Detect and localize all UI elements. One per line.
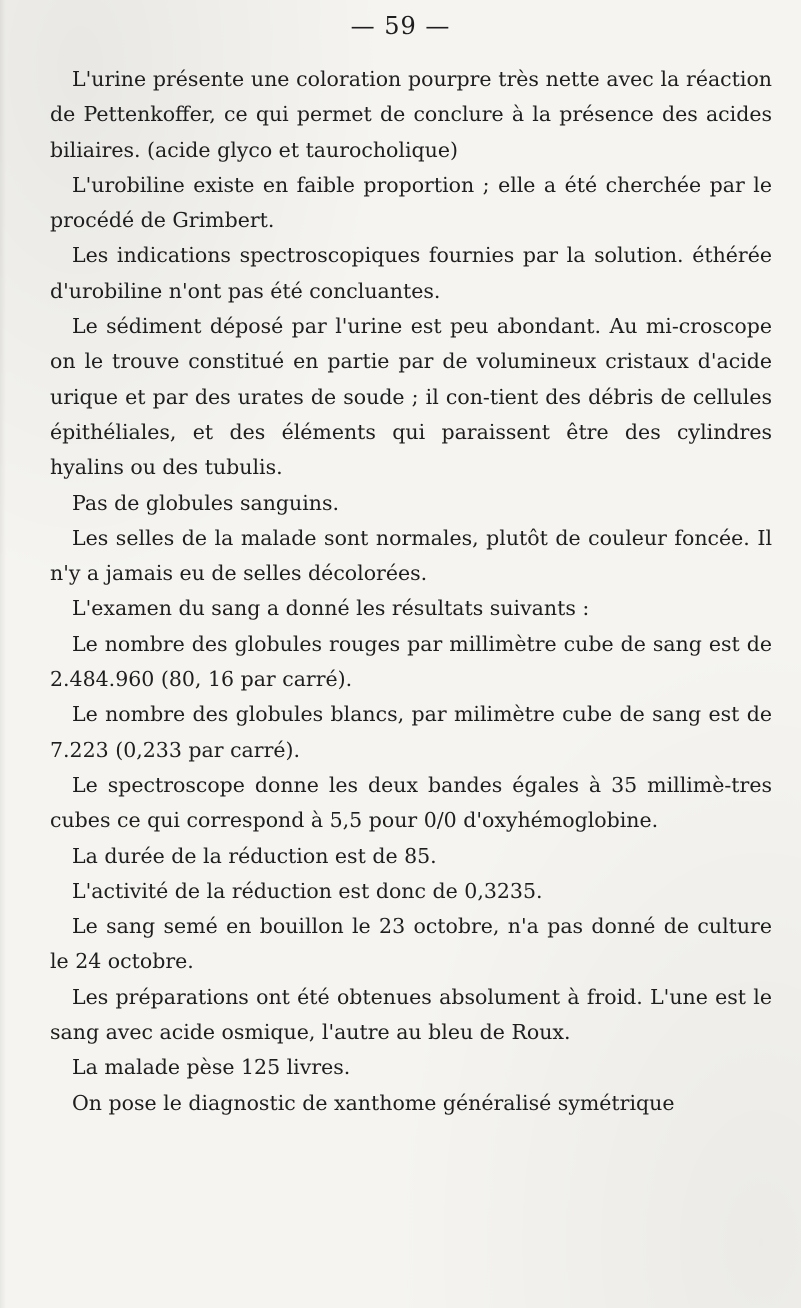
paragraph: Les préparations ont été obtenues absolument à froid. L'une est le sang avec acide osmique, l'autre au bleu de Roux.	[50, 984, 772, 1045]
paragraph: On pose le diagnostic de xanthome généralisé symétrique	[72, 1090, 675, 1115]
paragraph: Le sang semé en bouillon le 23 octobre, n'a pas donné de culture le 24 octobre.	[50, 914, 772, 974]
paragraph: Les indications spectroscopiques fournies par la solution. éthérée d'urobiline n'ont pas été concluantes.	[50, 243, 772, 303]
paragraph: Les selles de la malade sont normales, plutôt de couleur foncée. Il n'y a jamais eu de selles décolorées.	[50, 525, 772, 586]
page-number: — 59 —	[350, 12, 451, 40]
paragraph: La malade pèse 125 livres.	[72, 1055, 351, 1080]
paragraph: L'examen du sang a donné les résultats suivants :	[72, 596, 590, 621]
paragraph: L'urine présente une coloration pourpre très nette avec la réaction de Pettenkoffer, ce qui permet de conclure à la présence des acides biliaires. (acide glyco et taurocholique)	[50, 67, 772, 162]
page-gutter-shadow	[0, 0, 6, 1308]
paragraph: Pas de globules sanguins.	[72, 490, 340, 515]
paragraph: L'activité de la réduction est donc de 0,3235.	[72, 878, 543, 903]
paragraph: Le nombre des globules blancs, par milimètre cube de sang est de 7.223 (0,233 par carré).	[50, 702, 772, 762]
paragraph: Le sédiment déposé par l'urine est peu abondant. Au mi-croscope on le trouve constitué en partie par de volumineux cristaux d'acide urique et par des urates de soude ; il con-tient des débris de cellules épithéliales, et des éléments qui paraissent être des cylindres hyalins ou des tubulis.	[50, 314, 772, 480]
paragraph: La durée de la réduction est de 85.	[72, 843, 437, 868]
body-text	[50, 62, 772, 1121]
paragraph: Le nombre des globules rouges par millimètre cube de sang est de 2.484.960 (80, 16 par carré).	[50, 631, 772, 692]
paragraph: Le spectroscope donne les deux bandes égales à 35 millimè-tres cubes ce qui correspond à 5,5 pour 0/0 d'oxyhémoglobine.	[50, 772, 772, 833]
paragraph: L'urobiline existe en faible proportion ; elle a été cherchée par le procédé de Grimbert.	[50, 172, 772, 233]
